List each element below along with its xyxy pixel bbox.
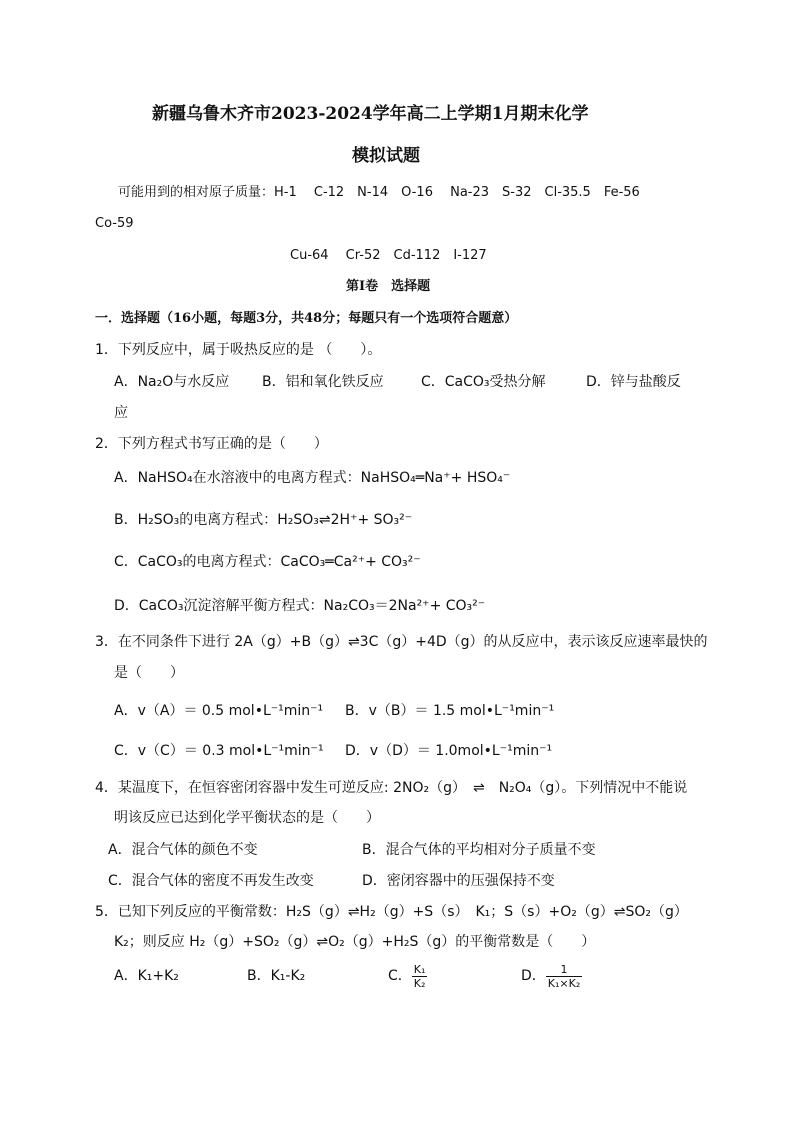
q5-option-c-prefix: C． <box>388 968 412 984</box>
atomic-mass-line2: Co-59 <box>95 216 134 231</box>
q1-stem: 1．下列反应中，属于吸热反应的是 （ ）。 <box>95 342 382 358</box>
q1-option-d-cont: 应 <box>114 405 128 421</box>
q3-option-a: A．v（A）＝ 0.5 mol•L⁻¹min⁻¹ <box>114 703 324 719</box>
q5-option-c-numerator: K₁ <box>413 962 426 976</box>
section-title: 一．选择题（16小题，每题3分，共48分；每题只有一个选项符合题意） <box>95 311 518 326</box>
q4-stem: 4．某温度下，在恒容密闭容器中发生可逆反应: 2NO₂（g） ⇌ N₂O₄（g）。下列情况中不能说 <box>95 780 688 796</box>
q2-option-c: C．CaCO₃的电离方程式：CaCO₃═Ca²⁺+ CO₃²⁻ <box>114 554 421 570</box>
q2-stem: 2．下列方程式书写正确的是（ ） <box>95 436 328 452</box>
q5-option-d-numerator: 1 <box>546 963 582 977</box>
q3-option-d: D．v（D）＝ 1.0mol•L⁻¹min⁻¹ <box>345 743 553 759</box>
exam-title-line1: 新疆乌鲁木齐市2023-2024学年高二上学期1月期末化学 <box>152 104 589 124</box>
q5-stem-cont: K₂；则反应 H₂（g）+SO₂（g）⇌O₂（g）+H₂S（g）的平衡常数是（ ） <box>114 934 596 950</box>
q5-option-d <box>521 962 582 990</box>
q5-option-c-denominator: K₂ <box>413 976 426 990</box>
q3-stem-cont: 是（ ） <box>114 665 184 681</box>
q3-option-c: C．v（C）＝ 0.3 mol•L⁻¹min⁻¹ <box>114 743 324 759</box>
q5-option-b: B．K₁-K₂ <box>247 968 306 984</box>
volume-title: 第Ⅰ卷 选择题 <box>346 279 431 294</box>
q4-option-b: B．混合气体的平均相对分子质量不变 <box>362 842 596 858</box>
q4-option-d: D．密闭容器中的压强保持不变 <box>362 873 555 889</box>
q1-option-b: B．铝和氧化铁反应 <box>262 374 384 390</box>
q5-option-a: A．K₁+K₂ <box>114 968 179 984</box>
q5-option-d-denominator: K₁×K₂ <box>547 976 581 990</box>
q3-stem: 3．在不同条件下进行 2A（g）+B（g）⇌3C（g）+4D（g）的从反应中，表示该反应速率最快的 <box>95 634 708 650</box>
q5-option-c <box>388 962 427 990</box>
q5-option-c-fraction <box>412 963 428 990</box>
q1-option-c: C．CaCO₃受热分解 <box>421 374 546 390</box>
q3-option-b: B．v（B）＝ 1.5 mol•L⁻¹min⁻¹ <box>345 703 555 719</box>
exam-title-line2: 模拟试题 <box>352 146 420 166</box>
q5-option-d-fraction <box>546 963 582 990</box>
q2-option-b: B．H₂SO₃的电离方程式：H₂SO₃⇌2H⁺+ SO₃²⁻ <box>114 512 413 528</box>
q5-stem: 5．已知下列反应的平衡常数：H₂S（g）⇌H₂（g）+S（s） K₁；S（s）+O₂（g）⇌SO₂（g） <box>95 904 688 920</box>
q4-stem-cont: 明该反应已达到化学平衡状态的是（ ） <box>114 810 380 826</box>
q5-option-d-prefix: D． <box>521 968 546 984</box>
q1-option-d: D．锌与盐酸反 <box>586 374 681 390</box>
q2-option-a: A．NaHSO₄在水溶液中的电离方程式：NaHSO₄═Na⁺+ HSO₄⁻ <box>114 470 511 486</box>
q1-option-a: A．Na₂O与水反应 <box>114 374 230 390</box>
atomic-mass-line1: 可能用到的相对原子质量：H-1 C-12 N-14 O-16 Na-23 S-32 Cl-35.5 Fe-56 <box>118 185 640 200</box>
q4-option-a: A．混合气体的颜色不变 <box>108 842 258 858</box>
q2-option-d: D．CaCO₃沉淀溶解平衡方程式：Na₂CO₃＝2Na²⁺+ CO₃²⁻ <box>114 598 486 614</box>
q4-option-c: C．混合气体的密度不再发生改变 <box>108 873 314 889</box>
atomic-mass-line3: Cu-64 Cr-52 Cd-112 I-127 <box>290 248 487 263</box>
